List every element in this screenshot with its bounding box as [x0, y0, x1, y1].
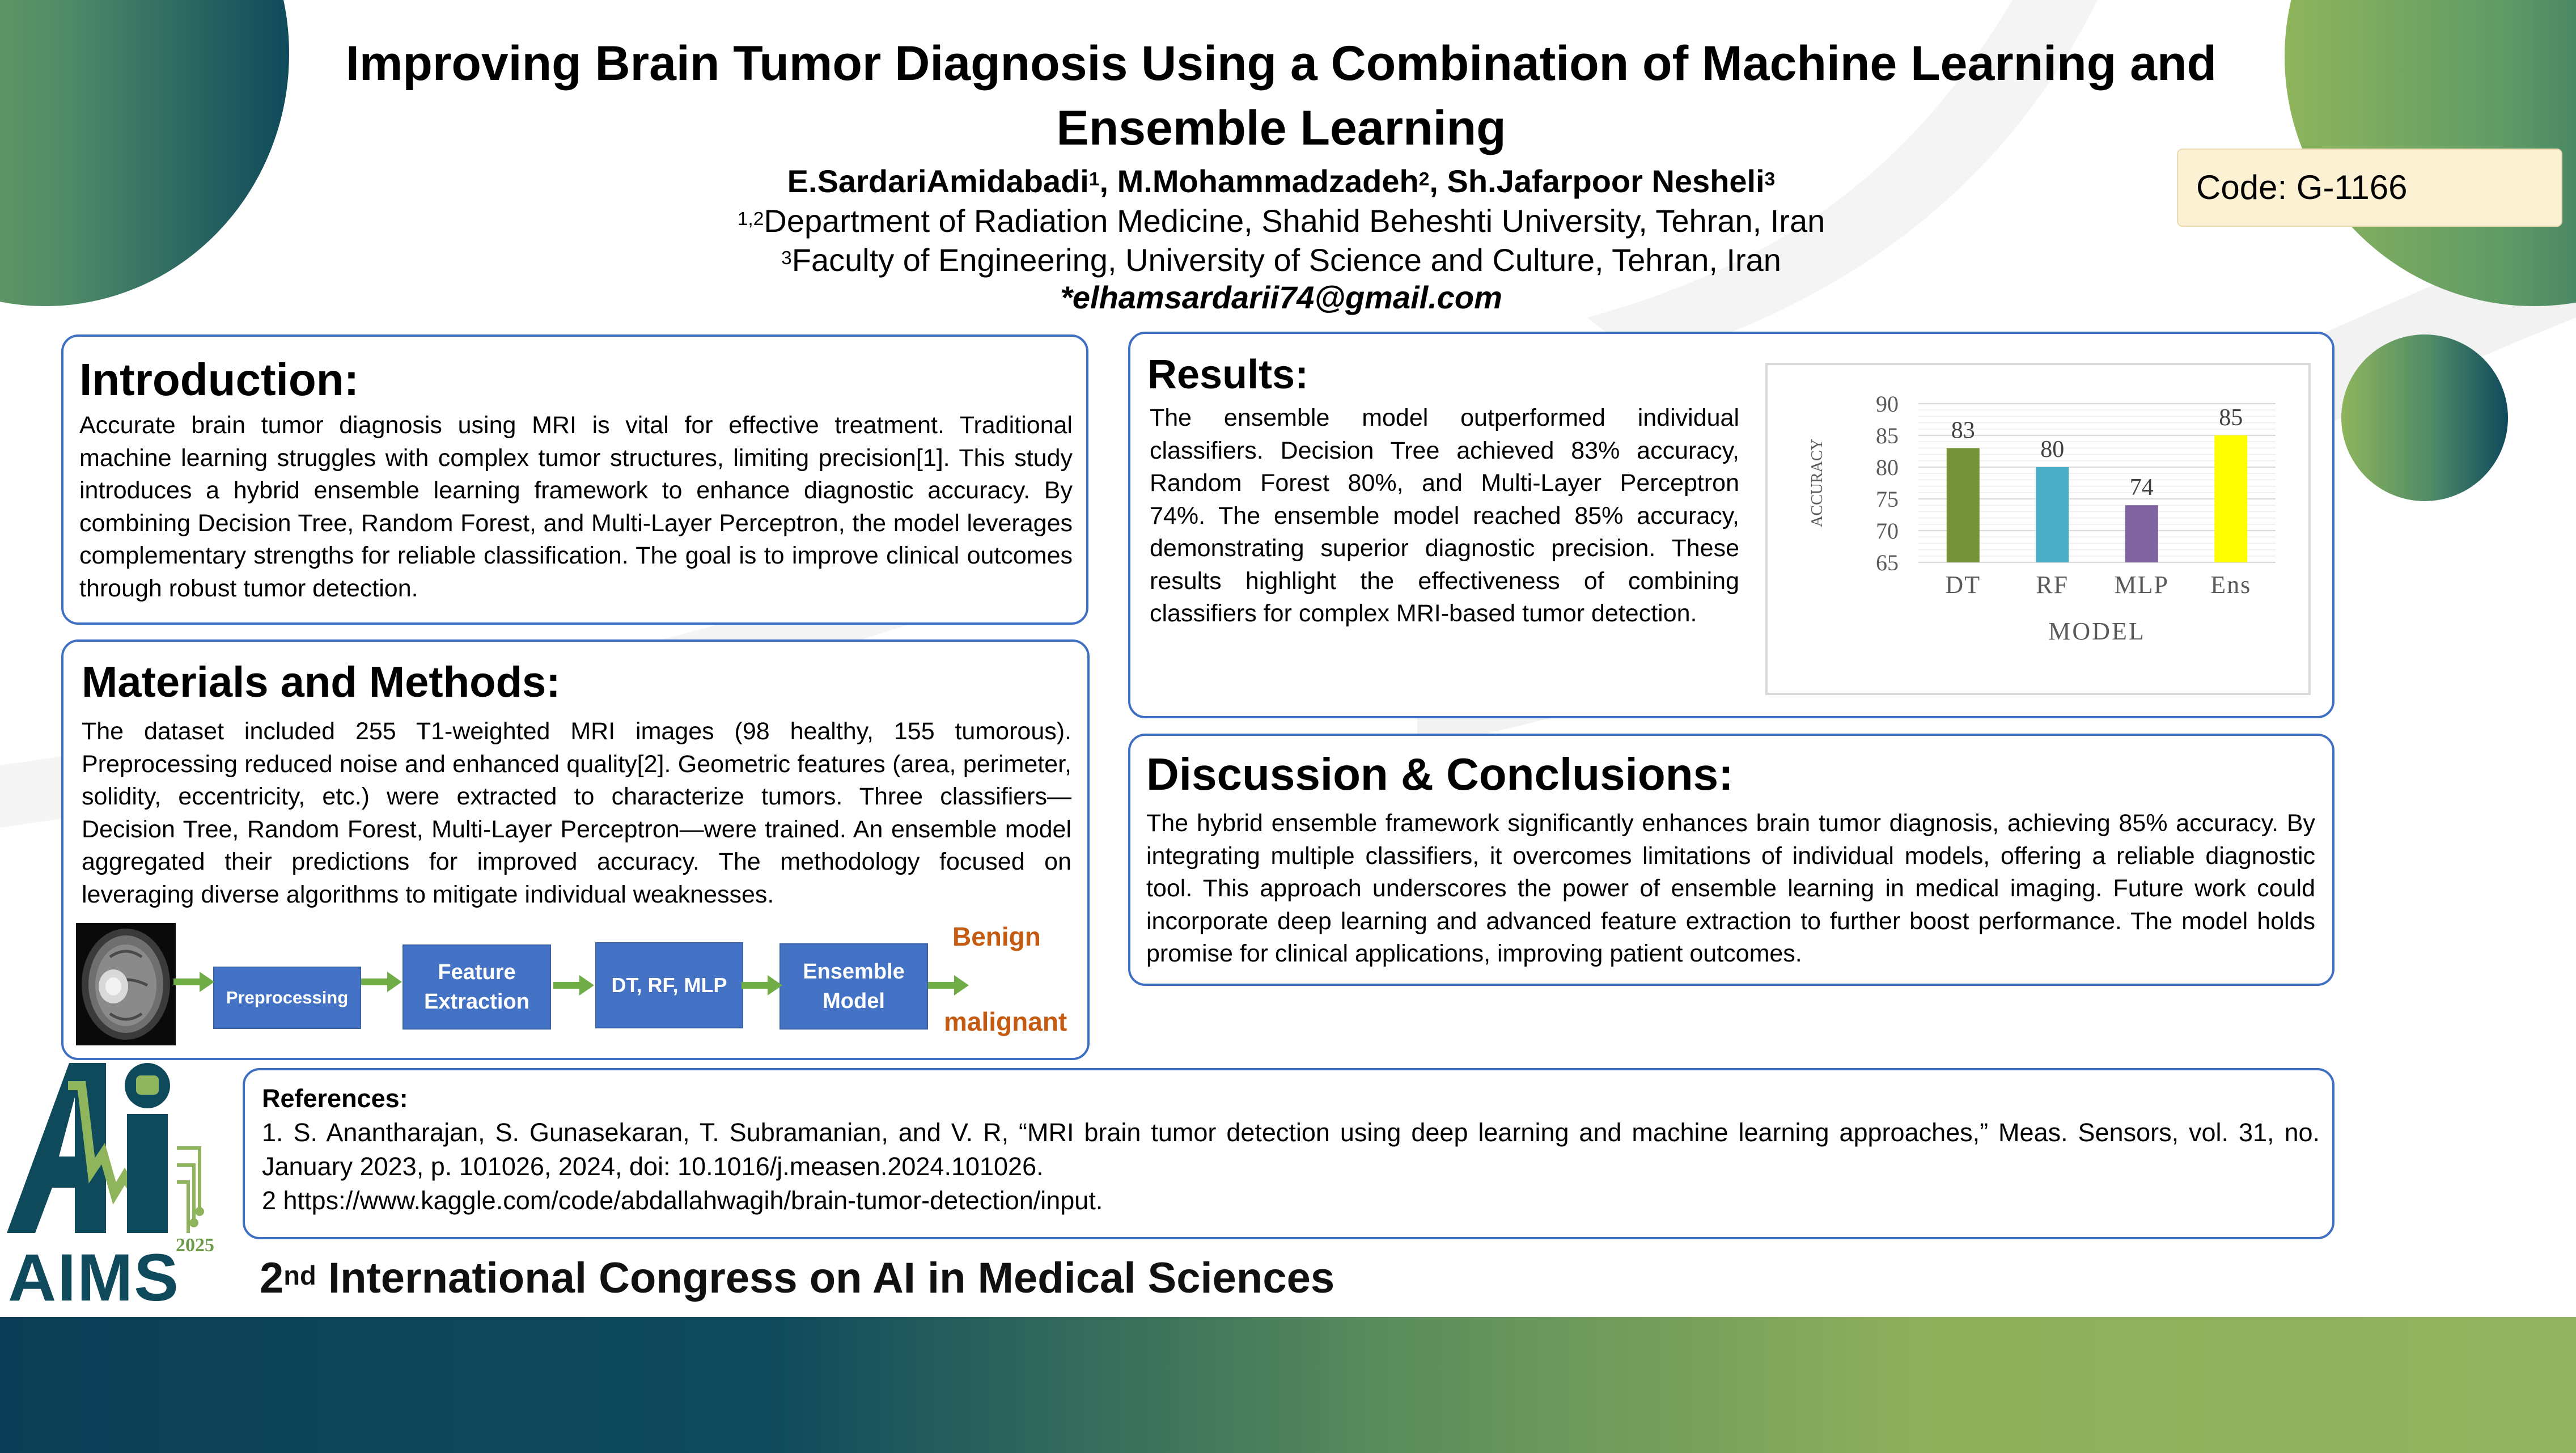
- affiliation-2: [317, 240, 2245, 280]
- logo-aims-text: AIMS: [8, 1240, 180, 1315]
- affiliation-1-sup: 1,2: [737, 208, 764, 230]
- congress-sup: nd: [283, 1260, 316, 1291]
- decorative-circle-right: [2341, 334, 2508, 501]
- title-line-2: Ensemble Learning: [1056, 101, 1506, 155]
- aims-logo: [7, 1063, 228, 1244]
- mri-scan-image: [76, 923, 176, 1045]
- affiliation-2-text: Faculty of Engineering, University of Science and Culture, Tehran, Iran: [791, 242, 1781, 278]
- data-label-mlp: 74: [2129, 475, 2154, 501]
- introduction-title: Introduction:: [79, 354, 359, 405]
- flow-arrow-4: [742, 973, 783, 998]
- affiliation-2-sup: 3: [781, 247, 792, 269]
- references-list: [262, 1082, 2320, 1218]
- author-2-sup: 2: [1418, 168, 1430, 190]
- author-2: , M.Mohammadzadeh: [1099, 163, 1419, 199]
- author-3-sup: 3: [1764, 168, 1776, 190]
- y-tick-label-75: 75: [1876, 486, 1899, 512]
- flow-arrow-1: [173, 969, 215, 994]
- references-title: References:: [262, 1084, 408, 1113]
- outcome-benign: Benign: [952, 922, 1041, 951]
- flow-arrow-2: [361, 969, 403, 994]
- congress-prefix: 2: [260, 1254, 284, 1302]
- flow-arrow-5: [928, 973, 970, 998]
- authors: [317, 162, 2245, 201]
- y-tick-label-85: 85: [1876, 423, 1899, 448]
- reference-1: 1. S. Anantharajan, S. Gunasekaran, T. Subramanian, and V. R, “MRI brain tumor detection using deep learning and machine learning approaches,” Meas. Sensors, vol. 31, no. January 2023, p. 101026, 2024, doi: 10.1016/j.measen.2024.101026.: [262, 1118, 2320, 1181]
- y-tick-label-70: 70: [1876, 518, 1899, 544]
- x-tick-label-dt: DT: [1945, 571, 1981, 599]
- discussion-title: Discussion & Conclusions:: [1146, 749, 1734, 799]
- congress-title: [260, 1250, 1334, 1307]
- x-tick-label-rf: RF: [2036, 571, 2069, 599]
- contact-email[interactable]: *elhamsardarii74@gmail.com: [1060, 279, 1502, 315]
- outcome-malignant: malignant: [944, 1007, 1067, 1036]
- logo-year: 2025: [176, 1235, 214, 1256]
- data-label-dt: 83: [1951, 417, 1975, 444]
- flow-arrow-3: [553, 973, 595, 998]
- x-tick-label-ens: Ens: [2210, 571, 2252, 599]
- reference-2[interactable]: 2 https://www.kaggle.com/code/abdallahwagih/brain-tumor-detection/input.: [262, 1186, 1103, 1215]
- methods-text: The dataset included 255 T1-weighted MRI images (98 healthy, 155 tumorous). Preprocessing reduced noise and enhanced quality[2]. Geometric features (area, perimeter, solidity, eccentricity, etc.) were extracted to characterize tumors. Three classifiers—Decision Tree, Random Forest, Multi-Layer Perceptron—were trained. An ensemble model aggregated their predictions for improved accuracy. The methodology focused on leveraging diverse algorithms to mitigate individual weaknesses.: [82, 718, 1071, 908]
- x-axis-label: MODEL: [2048, 617, 2146, 645]
- data-label-ens: 85: [2219, 405, 2243, 431]
- references-panel: [243, 1068, 2334, 1239]
- affiliation-1: [317, 201, 2245, 241]
- congress-text: International Congress on AI in Medical Sciences: [316, 1254, 1335, 1302]
- x-tick-label-mlp: MLP: [2114, 571, 2169, 599]
- poster-code-box: Code: G-1166: [2177, 149, 2562, 227]
- y-tick-label-65: 65: [1876, 550, 1899, 575]
- discussion-panel: [1128, 734, 2334, 986]
- results-text: The ensemble model outperformed individual classifiers. Decision Tree achieved 83% accuracy, Random Forest 80%, and Multi-Layer Perceptron 74%. The ensemble model reached 85% accuracy, demonstrating superior diagnostic precision. These results highlight the effectiveness of combining classifiers for complex MRI-based tumor detection.: [1150, 404, 1739, 627]
- bar-mlp: [2125, 505, 2158, 562]
- author-3: , Sh.Jafarpoor Nesheli: [1429, 163, 1765, 199]
- flow-box-classifiers: DT, RF, MLP: [595, 942, 743, 1028]
- bar-ens: [2214, 435, 2247, 562]
- title-line-1: Improving Brain Tumor Diagnosis Using a Combination of Machine Learning and: [345, 36, 2217, 91]
- discussion-text: The hybrid ensemble framework significantly enhances brain tumor diagnosis, achieving 85% accuracy. By integrating multiple classifiers, it overcomes limitations of individual models, offering a reliable diagnostic tool. This approach underscores the power of ensemble learning in medical imaging. Future work could incorporate deep learning and advanced feature extraction to further boost performance. The model holds promise for clinical applications, improving patient outcomes.: [1146, 810, 2315, 967]
- y-tick-label-90: 90: [1876, 391, 1899, 417]
- footer-band: [0, 1317, 2576, 1453]
- y-axis-label: ACCURACY: [1808, 439, 1826, 527]
- data-label-rf: 80: [2040, 437, 2065, 463]
- results-title: Results:: [1147, 352, 1309, 397]
- flow-box-feature-extraction: Feature Extraction: [402, 944, 551, 1030]
- accuracy-bar-chart: [1765, 363, 2311, 695]
- introduction-text: Accurate brain tumor diagnosis using MRI is vital for effective treatment. Traditional machine learning struggles with complex tumor structures, limiting precision[1]. This study introduces a hybrid ensemble learning framework to enhance diagnostic accuracy. By combining Decision Tree, Random Forest, and Multi-Layer Perceptron, the model leverages complementary strengths for reliable classification. The goal is to improve clinical outcomes through robust tumor detection.: [79, 412, 1073, 602]
- flow-box-ensemble-model: Ensemble Model: [779, 943, 928, 1030]
- poster-title: [317, 31, 2245, 160]
- author-1: E.SardariAmidabadi: [787, 163, 1089, 199]
- bar-rf: [2036, 467, 2069, 562]
- author-1-sup: 1: [1088, 168, 1100, 190]
- y-tick-label-80: 80: [1876, 455, 1899, 480]
- affiliation-1-text: Department of Radiation Medicine, Shahid Beheshti University, Tehran, Iran: [764, 203, 1825, 239]
- bar-dt: [1947, 448, 1980, 562]
- flow-box-preprocessing: Preprocessing: [213, 967, 361, 1029]
- introduction-panel: [61, 334, 1088, 625]
- methods-title: Materials and Methods:: [82, 658, 561, 706]
